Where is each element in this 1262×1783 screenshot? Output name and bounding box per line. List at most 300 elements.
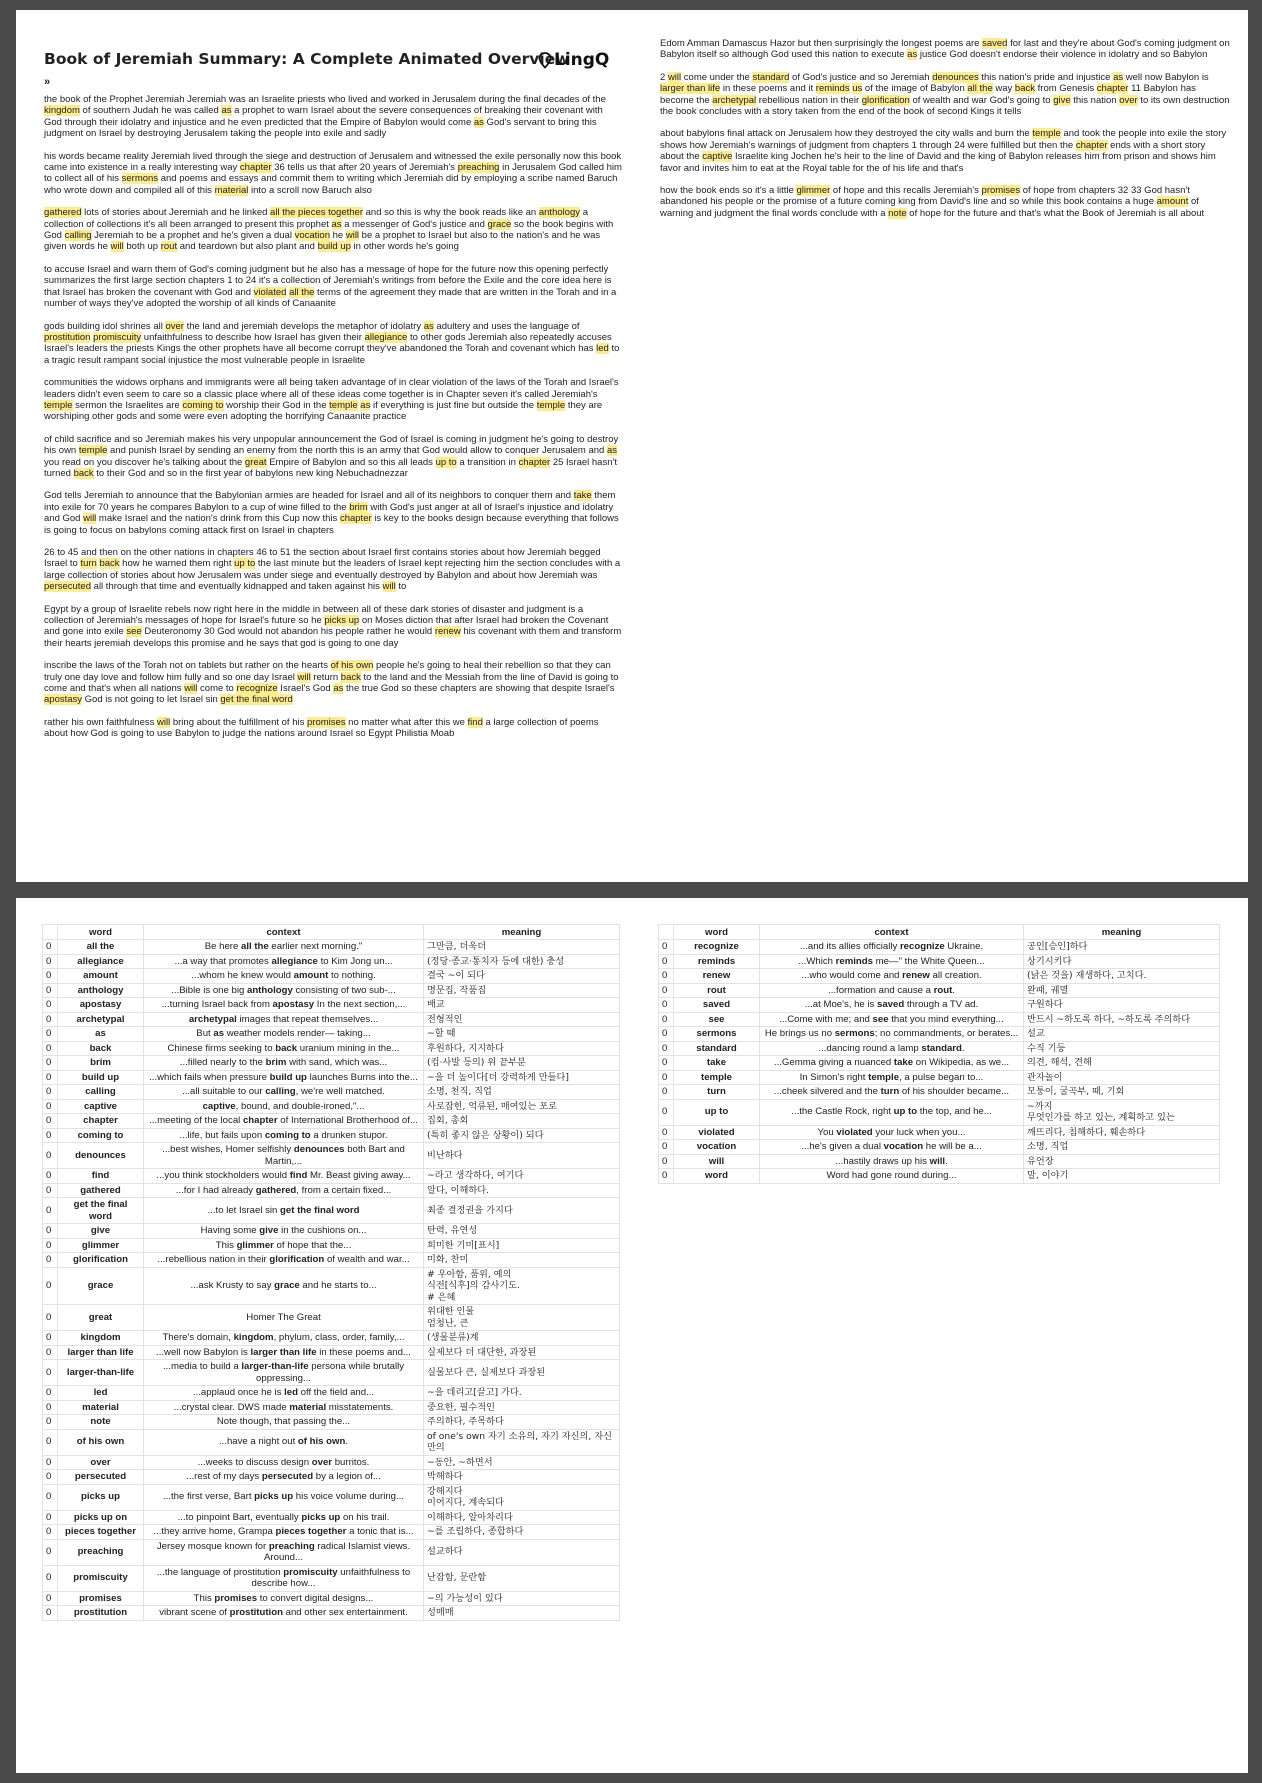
context-keyword: all the <box>241 941 269 952</box>
context-keyword: led <box>284 1387 298 1398</box>
vocab-context: ...hastily draws up his will. <box>760 1154 1024 1169</box>
vocab-context: ...for I had already gathered, from a certain fixed... <box>144 1183 424 1198</box>
context-keyword: persecuted <box>261 1471 314 1482</box>
logo-text: LingQ <box>554 50 610 70</box>
vocab-row[interactable] <box>43 969 620 984</box>
vocab-row[interactable] <box>43 940 620 955</box>
header-index <box>43 925 58 940</box>
vocab-context: ...to pinpoint Bart, eventually picks up on his trail. <box>144 1510 424 1525</box>
vocab-context: ...weeks to discuss design over burritos. <box>144 1455 424 1470</box>
highlighted-word[interactable]: temple <box>536 399 566 411</box>
highlighted-word[interactable]: preaching <box>457 162 500 174</box>
context-keyword: saved <box>877 999 905 1010</box>
vocab-word: gathered <box>58 1183 144 1198</box>
highlighted-word[interactable]: back <box>1014 83 1035 95</box>
vocab-meaning: 알다, 이해하다. <box>424 1183 620 1198</box>
highlighted-word[interactable]: chapter <box>339 513 372 525</box>
row-index: 0 <box>43 1331 58 1346</box>
vocab-meaning: 사로잡힌, 억류된, 매여있는 포로 <box>424 1099 620 1114</box>
summary-page <box>16 10 1248 882</box>
header-word: word <box>58 925 144 940</box>
header-word: word <box>674 925 760 940</box>
highlighted-word[interactable]: archetypal <box>712 94 757 106</box>
vocab-row[interactable] <box>43 1429 620 1455</box>
vocab-row[interactable] <box>659 1099 1220 1125</box>
highlighted-word[interactable]: turn <box>80 558 97 570</box>
vocab-row[interactable] <box>43 1267 620 1305</box>
highlighted-word[interactable]: chapter <box>1075 139 1108 151</box>
context-keyword: glorification <box>269 1254 325 1265</box>
highlighted-word[interactable]: as <box>606 445 617 457</box>
vocab-context: ...he's given a dual vocation he will be a... <box>760 1140 1024 1155</box>
left-paragraph: God tells Jeremiah to announce that the Babylonian armies are headed for Israel and all of its neighbors to conquer them and take them into exile for 70 years he compares Babylon to a cup of wine filled to the brim with God's just anger at all of Israel's injustice and idolatry and God will make Israel and the nation's drink from this Cup now this chapter is key to the books design because everything that follows is going to focus on babylons coming attack first on Israel in chapters <box>44 490 619 536</box>
vocab-word: persecuted <box>58 1470 144 1485</box>
row-index: 0 <box>43 1012 58 1027</box>
vocab-meaning: (생물분류)계 <box>424 1331 620 1346</box>
context-keyword: reminds <box>835 955 873 967</box>
highlighted-word[interactable]: as <box>360 399 371 411</box>
context-keyword: picks up <box>301 1511 341 1523</box>
vocab-row[interactable] <box>43 1114 620 1129</box>
vocab-word: kingdom <box>58 1331 144 1346</box>
vocab-row[interactable] <box>43 1198 620 1224</box>
row-index: 0 <box>659 998 674 1013</box>
vocab-meaning: 집회, 총회 <box>424 1114 620 1129</box>
row-index: 0 <box>659 983 674 998</box>
header-meaning: meaning <box>1024 925 1220 940</box>
vocab-context: In Simon's right temple, a pulse began to... <box>760 1070 1024 1085</box>
vocab-header-row <box>659 925 1220 940</box>
vocab-row[interactable] <box>43 1056 620 1071</box>
highlighted-word[interactable]: grace <box>487 218 512 230</box>
highlighted-word[interactable]: as <box>473 116 484 128</box>
left-paragraph: the book of the Prophet Jeremiah Jeremiah was an Israelite priests who lived and worked in Jerusalem during the final decades of the kingdom of southern Judah he was called as a prophet to warn Israel about the severe consequences of breaking their covenant with God through their idolatry and injustice and he even predicted that the Empire of Babylon would come as God's servant to bring this judgment on Israel by destroying Jerusalem taking the people into exile and sadly <box>44 94 606 140</box>
row-index: 0 <box>43 1591 58 1606</box>
vocab-row[interactable] <box>43 1085 620 1100</box>
vocab-meaning: 유언장 <box>1024 1154 1220 1169</box>
highlighted-word[interactable]: captive <box>702 151 733 163</box>
highlighted-word[interactable]: will <box>184 683 198 695</box>
highlighted-word[interactable]: back <box>340 671 361 683</box>
vocab-meaning: 후원하다, 지지하다 <box>424 1041 620 1056</box>
left-paragraph: Egypt by a group of Israelite rebels now right here in the middle in between all of these dark stories of disaster and judgment is a collection of Jeremiah's messages of hope for Israel's future so he picks up on Moses diction that after Israel had broken the Covenant and gone into exile see Deuteronomy 30 God would not abandon his people rather he would renew his covenant with them and transform their hearts jeremiah develops this promise and he says that god is going to one day <box>44 603 622 649</box>
vocab-word: temple <box>674 1070 760 1085</box>
vocab-row[interactable] <box>43 1360 620 1386</box>
highlighted-word[interactable]: over <box>1119 94 1138 106</box>
row-index: 0 <box>43 1253 58 1268</box>
highlighted-word[interactable]: chapter <box>1096 83 1129 95</box>
context-keyword: larger than life <box>250 1346 317 1358</box>
row-index: 0 <box>43 1143 58 1169</box>
vocab-meaning: 희미한 기미[표시] <box>424 1238 620 1253</box>
row-index: 0 <box>43 1606 58 1621</box>
vocab-word: take <box>674 1056 760 1071</box>
vocab-context: ...life, but fails upon coming to a drunken stupor. <box>144 1128 424 1143</box>
context-keyword: standard <box>921 1042 962 1054</box>
vocab-row[interactable] <box>659 1027 1220 1042</box>
vocab-context: ...media to build a larger-than-life persona while brutally oppressing... <box>144 1360 424 1386</box>
context-keyword: anthology <box>246 984 293 996</box>
highlighted-word[interactable]: temple <box>1032 128 1061 140</box>
vocab-row[interactable] <box>659 1169 1220 1184</box>
vocab-word: anthology <box>58 983 144 998</box>
lingq-logo <box>538 50 609 70</box>
vocab-context: archetypal images that repeat themselves... <box>144 1012 424 1027</box>
vocab-context: ...turning Israel back from apostasy In the next section,... <box>144 998 424 1013</box>
vocab-meaning: 수직 기둥 <box>1024 1041 1220 1056</box>
vocab-row[interactable] <box>659 940 1220 955</box>
context-keyword: apostasy <box>272 999 315 1010</box>
highlighted-word[interactable]: glorification <box>861 94 910 106</box>
vocab-context: This promises to convert digital designs... <box>144 1591 424 1606</box>
highlighted-word[interactable]: as <box>423 320 434 332</box>
highlighted-word[interactable]: up to <box>234 558 256 570</box>
vocab-meaning: (낡은 것을) 재생하다, 고치다. <box>1024 969 1220 984</box>
vocab-meaning: 말, 이야기 <box>1024 1169 1220 1184</box>
highlighted-word[interactable]: back <box>99 558 120 570</box>
vocab-word: preaching <box>58 1539 144 1565</box>
vocab-context: ...rest of my days persecuted by a legion of... <box>144 1470 424 1485</box>
vocab-row[interactable] <box>43 1455 620 1470</box>
vocab-row[interactable] <box>659 1125 1220 1140</box>
row-index: 0 <box>43 1400 58 1415</box>
vocab-row[interactable] <box>43 1305 620 1331</box>
left-paragraph: 26 to 45 and then on the other nations in chapters 46 to 51 the section about Israel first contains stories about how Jeremiah begged Israel to turn back how he warned them right up to the last minute but the leaders of Israel kept rejecting him the section concludes with a large collection of stories about how Jerusalem was under siege and eventually destroyed by Babylon and about how Jeremiah was persecuted all through that time and eventually kidnapped and taken against his will to <box>44 547 621 593</box>
highlighted-word[interactable]: saved <box>982 38 1008 49</box>
highlighted-word[interactable]: chapter <box>518 456 551 468</box>
row-index: 0 <box>43 1198 58 1224</box>
vocab-word: material <box>58 1400 144 1415</box>
left-paragraph: of child sacrifice and so Jeremiah makes his very unpopular announcement the God of Israel is coming in judgment he's going to destroy his own temple and punish Israel by sending an enemy from the north this is an army that God would allow to conquer Jerusalem and as you read on you discover he's talking about the great Empire of Babylon and so this all leads up to a transition in chapter 25 Israel hasn't turned back to their God and so in the first year of babylons new king Nebuchadnezzar <box>44 433 619 479</box>
highlighted-word[interactable]: will <box>83 513 97 525</box>
highlighted-word[interactable]: us <box>852 83 863 95</box>
highlighted-word[interactable]: take <box>573 490 592 502</box>
highlighted-word[interactable]: will <box>110 241 124 253</box>
highlighted-word[interactable]: apostasy <box>44 694 83 706</box>
vocab-meaning: 공인[승인]하다 <box>1024 940 1220 955</box>
vocab-meaning: 결국 ~이 되다 <box>424 969 620 984</box>
highlighted-word[interactable]: see <box>126 626 142 638</box>
context-keyword: over <box>311 1456 333 1468</box>
highlighted-word[interactable]: material <box>214 184 249 196</box>
vocab-context: ...well now Babylon is larger than life in these poems and... <box>144 1345 424 1360</box>
vocab-context: ...Which reminds me—" the White Queen... <box>760 954 1024 969</box>
highlighted-word[interactable]: all the pieces together <box>270 207 363 219</box>
vocab-row[interactable] <box>43 1143 620 1169</box>
vocab-row[interactable] <box>659 998 1220 1013</box>
vocab-row[interactable] <box>659 983 1220 998</box>
vocab-context: Chinese firms seeking to back uranium mining in the... <box>144 1041 424 1056</box>
vocab-row[interactable] <box>43 1470 620 1485</box>
vocab-row[interactable] <box>659 969 1220 984</box>
header-context: context <box>760 925 1024 940</box>
highlighted-word[interactable]: back <box>73 467 94 479</box>
vocab-context: ...whom he knew would amount to nothing. <box>144 969 424 984</box>
row-index: 0 <box>43 954 58 969</box>
vocab-row[interactable] <box>43 1525 620 1540</box>
highlighted-word[interactable]: give <box>1053 94 1071 106</box>
vocab-word: back <box>58 1041 144 1056</box>
context-keyword: prostitution <box>229 1607 283 1618</box>
vocab-meaning: ~까지 무엇인가를 하고 있는, 계획하고 있는 <box>1024 1099 1220 1125</box>
summary-left-column <box>44 42 622 751</box>
row-index: 0 <box>659 1169 674 1184</box>
row-index: 0 <box>659 1154 674 1169</box>
highlighted-word[interactable]: standard <box>752 71 790 83</box>
vocab-word: give <box>58 1224 144 1239</box>
row-index: 0 <box>659 1140 674 1155</box>
vocab-row[interactable] <box>43 1253 620 1268</box>
context-keyword: promises <box>214 1592 258 1604</box>
vocab-context: Be here all the earlier next morning." <box>144 940 424 955</box>
right-paragraph: about babylons final attack on Jerusalem how they destroyed the city walls and burn the temple and took the people into exile the story shows how Jeremiah's warnings of judgment from chapters 1 through 24 were fulfilled but then the chapter ends with a short story about the captive Israelite king Jochen he's heir to the line of David and the king of Babylon releases him from prison and shows him favor and invites him to eat at the Royal table for the of his life and that's <box>660 128 1227 174</box>
vocab-word: word <box>674 1169 760 1184</box>
highlighted-word[interactable]: amount <box>1156 196 1189 208</box>
highlighted-word[interactable]: prostitution <box>44 331 91 343</box>
vocabulary-page <box>16 898 1248 1773</box>
vocab-row[interactable] <box>43 1484 620 1510</box>
row-index: 0 <box>43 1070 58 1085</box>
highlighted-word[interactable]: chapter <box>239 162 272 174</box>
vocab-row[interactable] <box>43 1041 620 1056</box>
highlighted-word[interactable]: larger than life <box>660 83 721 95</box>
row-index: 0 <box>43 1510 58 1525</box>
vocab-row[interactable] <box>659 1041 1220 1056</box>
highlighted-word[interactable]: led <box>596 343 609 355</box>
vocab-row[interactable] <box>659 1085 1220 1100</box>
highlighted-word[interactable]: as <box>221 105 232 117</box>
vocab-meaning: 탄력, 유연성 <box>424 1224 620 1239</box>
row-index: 0 <box>43 1305 58 1331</box>
vocab-row[interactable] <box>43 1565 620 1591</box>
right-paragraphs <box>660 38 1230 219</box>
vocab-row[interactable] <box>43 1070 620 1085</box>
vocab-word: sermons <box>674 1027 760 1042</box>
vocab-context: ...you think stockholders would find Mr. Beast giving away... <box>144 1169 424 1184</box>
row-index: 0 <box>659 1041 674 1056</box>
highlighted-word[interactable]: great <box>244 456 267 468</box>
highlighted-word[interactable]: as <box>907 49 918 61</box>
vocab-row[interactable] <box>43 1331 620 1346</box>
left-paragraph: gathered lots of stories about Jeremiah and he linked all the pieces together and so this is why the book reads like an anthology a collection of collections it's all been arranged to present this prophet as a messenger of God's justice and grace so the book begins with God calling Jeremiah to be a prophet and he's given a dual vocation he will be a prophet to Israel but also to the nation's and he was given words he will both up rout and teardown but also plant and build up in other words he's going <box>44 207 614 253</box>
vocab-meaning: 이해하다, 알아차리다 <box>424 1510 620 1525</box>
vocab-context: ...crystal clear. DWS made material misstatements. <box>144 1400 424 1415</box>
vocab-word: brim <box>58 1056 144 1071</box>
highlighted-word[interactable]: over <box>165 320 184 332</box>
row-index: 0 <box>43 1238 58 1253</box>
highlighted-word[interactable]: recognize <box>236 683 278 695</box>
vocab-word: promises <box>58 1591 144 1606</box>
row-index: 0 <box>659 940 674 955</box>
right-paragraph: 2 will come under the standard of God's justice and so Jeremiah denounces this nation's pride and injustice as well now Babylon is larger than life in these poems and it reminds us of the image of Babylon all the way back from Genesis chapter 11 Babylon has become the archetypal rebellious nation in their glorification of wealth and war God's going to give this nation over to its own destruction the book concludes with a story taken from the end of the book of second Kings it tells <box>660 71 1230 118</box>
vocab-row[interactable] <box>43 1099 620 1114</box>
context-keyword: denounces <box>293 1144 345 1155</box>
vocab-word: get the final word <box>58 1198 144 1224</box>
vocab-meaning: 성매매 <box>424 1606 620 1621</box>
highlighted-word[interactable]: as <box>331 218 342 230</box>
context-keyword: material <box>289 1401 327 1413</box>
highlighted-word[interactable]: renew <box>434 626 461 638</box>
highlighted-word[interactable]: reminds <box>815 83 850 95</box>
vocab-context: ...they arrive home, Grampa pieces together a tonic that is... <box>144 1525 424 1540</box>
vocab-meaning: 의견, 해석, 견해 <box>1024 1056 1220 1071</box>
row-index: 0 <box>43 1128 58 1143</box>
highlighted-word[interactable]: allegiance <box>364 331 408 343</box>
vocab-meaning: 모퉁이, 굴곡부, 때, 기회 <box>1024 1085 1220 1100</box>
highlighted-word[interactable]: rout <box>160 241 178 253</box>
vocab-word: over <box>58 1455 144 1470</box>
row-index: 0 <box>43 1565 58 1591</box>
vocab-context: ...which fails when pressure build up launches Burns into the... <box>144 1070 424 1085</box>
vocab-meaning: 비난하다 <box>424 1143 620 1169</box>
highlighted-word[interactable]: will <box>157 716 171 728</box>
vocab-table-left <box>42 924 620 1621</box>
vocab-meaning: 박해하다 <box>424 1470 620 1485</box>
vocab-meaning: 실물보다 큰, 실제보다 과장된 <box>424 1360 620 1386</box>
highlighted-word[interactable]: up to <box>435 456 457 468</box>
highlighted-word[interactable]: anthology <box>538 207 581 219</box>
highlighted-word[interactable]: temple <box>78 445 108 457</box>
document-title: Book of Jeremiah Summary: A Complete Animated Overview <box>44 50 570 68</box>
context-keyword: back <box>275 1042 298 1054</box>
vocab-row[interactable] <box>43 1400 620 1415</box>
vocab-context: ...best wishes, Homer selfishly denounces both Bart and Martin,... <box>144 1143 424 1169</box>
context-keyword: chapter <box>242 1115 278 1126</box>
left-paragraph: rather his own faithfulness will bring about the fulfillment of his promises no matter what after this we find a large collection of poems about how God is going to use Babylon to judge the nations around Israel so Egypt Philistia Moab <box>44 716 599 740</box>
row-index: 0 <box>43 1114 58 1129</box>
vocab-row[interactable] <box>43 1238 620 1253</box>
row-index: 0 <box>43 1429 58 1455</box>
highlighted-word[interactable]: promiscuity <box>93 331 142 343</box>
highlighted-word[interactable]: get the final word <box>220 694 293 706</box>
vocab-row[interactable] <box>43 1510 620 1525</box>
vocab-meaning: 설교 <box>1024 1027 1220 1042</box>
vocab-meaning: 난잡함, 문란함 <box>424 1565 620 1591</box>
left-paragraph: his words became reality Jeremiah lived through the siege and destruction of Jerusalem and witnessed the exile personally now this book came into existence in a really interesting way chapter 36 tells us that after 20 years of Jeremiah's preaching in Jerusalem God called him to collect all of his sermons and poems and essays and commit them to writing which Jeremiah did by employing a scribe named Baruch who wrote down and compiled all of this material into a scroll now Baruch also <box>44 150 622 196</box>
vocab-row[interactable] <box>43 1591 620 1606</box>
vocab-context: ...the Castle Rock, right up to the top, and he... <box>760 1099 1024 1125</box>
highlighted-word[interactable]: vocation <box>294 230 330 242</box>
highlighted-word[interactable]: picks up <box>324 615 360 627</box>
highlighted-word[interactable]: build up <box>317 241 351 253</box>
vocab-row[interactable] <box>43 1224 620 1239</box>
vocab-word: prostitution <box>58 1606 144 1621</box>
highlighted-word[interactable]: will <box>667 71 682 83</box>
vocab-context: ...cheek silvered and the turn of his shoulder became... <box>760 1085 1024 1100</box>
highlighted-word[interactable]: kingdom <box>44 105 80 117</box>
highlighted-word[interactable]: find <box>467 716 483 728</box>
context-keyword: turn <box>880 1086 900 1097</box>
vocab-meaning: 소명, 천직, 직업 <box>424 1085 620 1100</box>
highlighted-word[interactable]: as <box>333 683 344 695</box>
vocab-row[interactable] <box>43 1128 620 1143</box>
highlighted-word[interactable]: violated <box>253 286 287 298</box>
vocab-context: ...dancing round a lamp standard. <box>760 1041 1024 1056</box>
highlighted-word[interactable]: gathered <box>44 207 82 219</box>
vocab-word: reminds <box>674 954 760 969</box>
vocab-meaning: 반드시 ~하도록 하다, ~하도록 주의하다 <box>1024 1012 1220 1027</box>
row-index: 0 <box>43 1484 58 1510</box>
vocab-word: great <box>58 1305 144 1331</box>
context-keyword: grace <box>274 1280 300 1291</box>
vocab-context: ...who would come and renew all creation. <box>760 969 1024 984</box>
vocab-row[interactable] <box>659 1140 1220 1155</box>
vocab-row[interactable] <box>43 1539 620 1565</box>
highlighted-word[interactable]: will <box>382 581 396 593</box>
highlighted-word[interactable]: persecuted <box>44 581 92 593</box>
highlighted-word[interactable]: sermons <box>121 173 159 185</box>
vocab-word: amount <box>58 969 144 984</box>
vocab-word: picks up <box>58 1484 144 1510</box>
vocab-context: ...Bible is one big anthology consisting of two sub-... <box>144 983 424 998</box>
vocab-row[interactable] <box>43 1183 620 1198</box>
highlighted-word[interactable]: temple <box>44 399 73 411</box>
vocab-meaning: ~의 가능성이 있다 <box>424 1591 620 1606</box>
highlighted-word[interactable]: promises <box>307 716 346 728</box>
vocab-row[interactable] <box>43 1027 620 1042</box>
context-keyword: vocation <box>883 1141 924 1152</box>
vocab-word: see <box>674 1012 760 1027</box>
vocab-word: vocation <box>674 1140 760 1155</box>
highlighted-word[interactable]: all the <box>289 286 315 298</box>
highlighted-word[interactable]: will <box>345 230 360 242</box>
highlighted-word[interactable]: all the <box>967 83 993 95</box>
row-index: 0 <box>659 1085 674 1100</box>
highlighted-word[interactable]: promises <box>981 185 1021 197</box>
highlighted-word[interactable]: denounces <box>932 71 979 83</box>
chevron-marker: » <box>44 76 51 88</box>
vocab-context: Homer The Great <box>144 1305 424 1331</box>
vocab-meaning: 관자놀이 <box>1024 1070 1220 1085</box>
vocab-row[interactable] <box>659 1056 1220 1071</box>
vocab-row[interactable] <box>43 1345 620 1360</box>
highlighted-word[interactable]: glimmer <box>796 185 831 197</box>
vocab-row[interactable] <box>43 1012 620 1027</box>
vocab-row[interactable] <box>43 1169 620 1184</box>
vocab-row[interactable] <box>43 1415 620 1430</box>
vocab-row[interactable] <box>43 1386 620 1401</box>
vocab-meaning: 소명, 직업 <box>1024 1140 1220 1155</box>
vocab-row[interactable] <box>659 954 1220 969</box>
highlighted-word[interactable]: note <box>888 207 907 219</box>
highlighted-word[interactable]: calling <box>64 230 92 242</box>
highlighted-word[interactable]: will <box>297 671 311 683</box>
context-keyword: pieces together <box>275 1526 347 1537</box>
highlighted-word[interactable]: as <box>1113 71 1124 83</box>
vocab-word: rout <box>674 983 760 998</box>
vocab-meaning: # 우아함, 품위, 예의 식전[식후]의 감사기도. # 은혜 <box>424 1267 620 1305</box>
vocab-context: vibrant scene of prostitution and other sex entertainment. <box>144 1606 424 1621</box>
title-row <box>44 42 622 74</box>
highlighted-word[interactable]: brim <box>349 501 368 513</box>
vocab-word: apostasy <box>58 998 144 1013</box>
vocab-row[interactable] <box>43 998 620 1013</box>
context-keyword: promiscuity <box>283 1566 338 1578</box>
highlighted-word[interactable]: of his own <box>330 660 374 672</box>
vocab-row[interactable] <box>43 954 620 969</box>
vocab-row[interactable] <box>659 1070 1220 1085</box>
vocab-row[interactable] <box>659 1012 1220 1027</box>
highlighted-word[interactable]: coming to <box>182 399 224 411</box>
context-keyword: of his own <box>297 1436 346 1448</box>
vocab-row[interactable] <box>43 1606 620 1621</box>
vocab-meaning: 완패, 궤멸 <box>1024 983 1220 998</box>
vocab-row[interactable] <box>659 1154 1220 1169</box>
vocab-word: larger-than-life <box>58 1360 144 1386</box>
highlighted-word[interactable]: temple <box>329 399 358 411</box>
vocab-row[interactable] <box>43 983 620 998</box>
vocab-meaning: (정당·종교·통치자 등에 대한) 충성 <box>424 954 620 969</box>
